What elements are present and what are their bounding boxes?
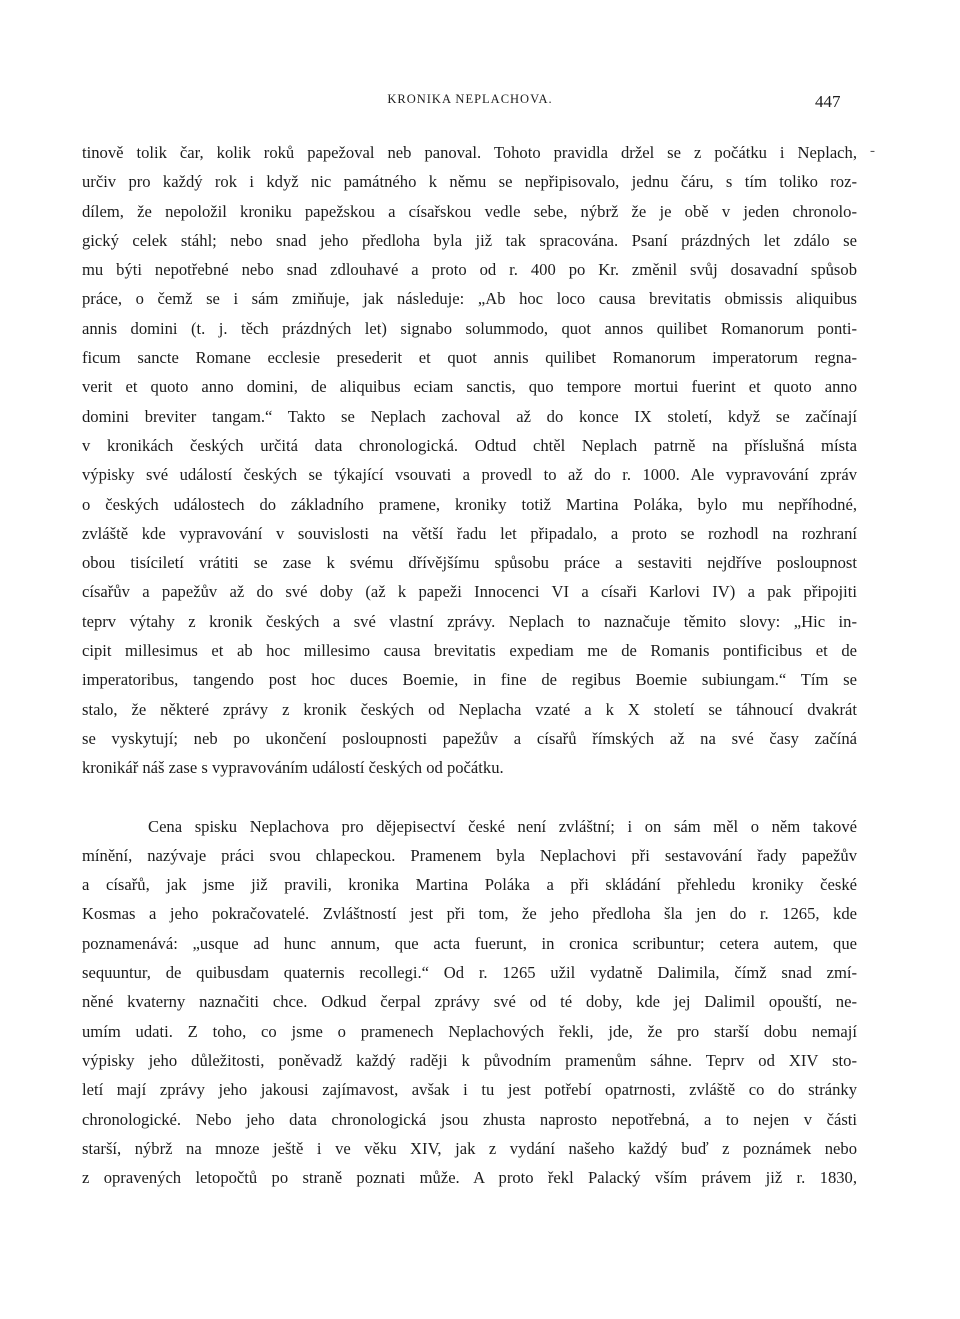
- text-line: mínění, nazývaje práci svou chlapeckou. Pramenem byla Neplachovi při sestavování řady papežův: [82, 845, 857, 865]
- paragraph-2: [82, 812, 857, 1193]
- running-title: KRONIKA NEPLACHOVA.: [387, 92, 553, 106]
- text-line: starší, nýbrž na mnoze ještě i ve věku XIV, jak z vydání našeho každý buď z poznámek nebo: [82, 1138, 857, 1158]
- text-line: dílem, že nepoložil kroniku papežskou a císařskou vedle sebe, nýbrž že je obě v jeden chronolo-: [82, 201, 857, 221]
- text-line: se vyskytují; neb po ukončení posloupnosti papežův a císařů římských až na své časy začíná: [82, 728, 857, 748]
- body-text: [82, 138, 857, 1192]
- text-line: výpisky jeho důležitosti, poněvadž každý raději k původním pramenům sáhne. Teprv od XIV sto-: [82, 1050, 857, 1070]
- text-line: ficum sancte Romane ecclesie presederit et quot annis quilibet Romanorum imperatorum regna-: [82, 348, 857, 368]
- text-line: zvláště kde vypravování v souvislosti na větší řadu let připadalo, a proto se rozhodl na rozhraní: [82, 523, 857, 543]
- page-number: 447: [815, 92, 841, 111]
- text-line: v kronikách českých určitá data chronologická. Odtud chtěl Neplach patrně na příslušná místa: [82, 435, 857, 455]
- text-line: cipit millesimus et ab hoc millesimo causa brevitatis expediam me de Romanis pontificibus et de: [82, 641, 857, 661]
- text-line: něné kvaterny naznačiti chce. Odkud čerpal zprávy své od té doby, kde jej Dalimil opouští, ne-: [82, 992, 857, 1012]
- text-line: kronikář náš zase s vypravováním událostí českých od počátku.: [82, 758, 504, 778]
- text-line: výpisky své událostí českých se týkající vsouvati a provedl to až do r. 1000. Ale vypravování zpráv: [82, 465, 857, 485]
- text-line: imperatoribus, tangendo post hoc duces Boemie, in fine de regibus Boemie subiungam.“ Tím se: [82, 670, 857, 690]
- text-line: císařův a papežův až do své doby (až k papeži Innocenci VI a císaři Karlovi IV) a pak připojiti: [82, 582, 857, 602]
- paragraph-1: [82, 138, 857, 783]
- text-line: práce, o čemž se i sám zmiňuje, jak následuje: „Ab hoc loco causa brevitatis obmissis aliquibus: [82, 289, 857, 309]
- text-line: letí mají zprávy jeho jakousi zajímavost, avšak i tu jest potřebí opatrnosti, zvláště co do stránky: [82, 1080, 857, 1100]
- text-line: z opravených letopočtů po straně poznati může. A proto řekl Palacký vším právem již r. 1830,: [82, 1168, 857, 1188]
- text-line: poznamenává: „usque ad hunc annum, que acta fuerunt, in cronica scribuntur; cetera autem, que: [82, 933, 857, 953]
- margin-mark: -: [870, 143, 875, 159]
- text-line: obou tisíciletí vrátiti se zase k svému dřívějšímu spůsobu práce a sestaviti nejdříve posloupnost: [82, 553, 857, 573]
- text-line: tinově tolik čar, kolik roků papežoval neb panoval. Tohoto pravidla držel se z počátku i Neplach,: [82, 143, 857, 162]
- text-line: stalo, že některé zprávy z kronik českých od Neplacha vzaté a k X století se táhnoucí dvakrát: [82, 699, 857, 719]
- running-head: [0, 92, 960, 116]
- text-line: annis domini (t. j. těch prázdných let) signabo solummodo, quot annos quilibet Romanorum ponti-: [82, 318, 857, 338]
- text-line: verit et quoto anno domini, de aliquibus eciam sanctis, quo tempore mortui fuerint et quoto anno: [82, 377, 857, 397]
- text-line: umím udati. Z toho, co jsme o pramenech Neplachových řekli, jde, že pro starší dobu nemají: [82, 1021, 857, 1041]
- text-line: a císařů, jak jsme již pravili, kronika Martina Poláka a při skládání přehledu kroniky české: [82, 875, 857, 895]
- text-line: chronologické. Nebo jeho data chronologická jsou zhusta naprosto nepotřebná, a to nejen v části: [82, 1109, 857, 1129]
- text-line: Kosmas a jeho pokračovatelé. Zvláštností jest při tom, že jeho předloha šla jen do r. 1265, kde: [82, 904, 857, 924]
- text-line: domini breviter tangam.“ Takto se Neplach zachoval až do konce IX století, když se začínají: [82, 406, 857, 426]
- text-line: Cena spisku Neplachova pro dějepisectví české není zvláštní; i on sám měl o něm takové: [148, 816, 857, 836]
- text-line: o českých událostech do základního pramene, kroniky totiž Martina Poláka, bylo mu nepříhodné,: [82, 494, 857, 514]
- text-line: určiv pro každý rok i když nic památného k němu se nepřipisovalo, jednu čáru, s tím toliko roz-: [82, 172, 857, 192]
- text-line: gický celek stáhl; nebo snad jeho předloha byla již tak spracována. Psaní prázdných let zdálo se: [82, 230, 857, 250]
- text-line: mu býti nepotřebné nebo snad zdlouhavé a proto od r. 400 po Kr. změnil svůj dosavadní spůsob: [82, 260, 857, 280]
- text-line: teprv výtahy z kronik českých a své vlastní zprávy. Neplach to naznačuje těmito slovy: „Hic in-: [82, 611, 857, 631]
- text-line: sequuntur, de quibusdam quaternis recollegi.“ Od r. 1265 užil vydatně Dalimila, čímž snad zmí-: [82, 963, 857, 983]
